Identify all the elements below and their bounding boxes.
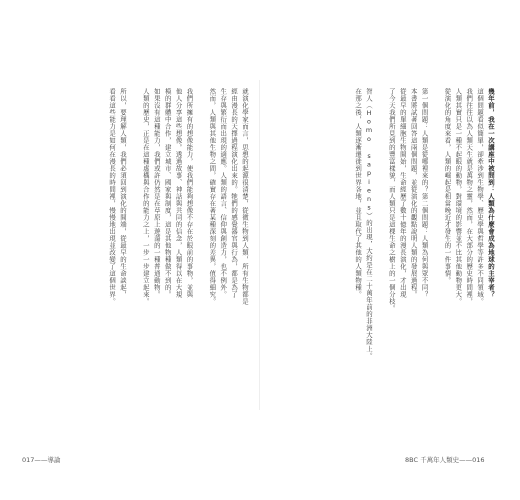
text-column: 第一個問題：人類是從哪裡來的？第二個問題：人類為何與眾不同？ — [420, 88, 429, 298]
text-column: 如果沒有這種能力，我們或許仍然是在草原上遊蕩的一種普通動物。 — [152, 88, 161, 298]
page-gutter — [259, 80, 260, 410]
text-column: 本書將試著回答這兩個問題，並從演化的觀點說明人類的發展過程。 — [409, 88, 418, 298]
text-column: 就演化學家而言，思想的起源很清楚，從微生物到人類，所有生物都是 — [241, 88, 249, 305]
text-column: 我們所擁有的想像能力，使我們能夠想像不存在於眼前的事物，並與 — [185, 88, 194, 298]
text-column: 了今天我們所見到的豐富樣貌，而人類只是這棵生命之樹上的一個分枝。 — [387, 88, 396, 312]
left-page — [30, 88, 250, 396]
text-column: 人類其實只是一種不起眼的動物，對環境的影響並不比其他動物更大。 — [454, 88, 463, 305]
text-column: 從最早的單細胞生物開始，生命經歷了數十億年的漫長演化，才出現 — [398, 88, 407, 298]
text-column: 在那之後，人類逐漸遷徙到世界各地，並且取代了其他的人類物種。 — [354, 88, 363, 298]
text-column: 人類的歷史，正是在這種虛構與合作的能力之上，一步一步建立起來。 — [141, 88, 150, 305]
page-folio-left: 017——導論 — [22, 456, 61, 464]
text-column: 這個問題看似簡單，卻牽涉到生物學、歷史學與哲學等許多不同領域。 — [476, 88, 485, 305]
text-column: 生存與繁衍而出現的適應。人類的語言、信仰與創造力，也不例外。 — [219, 88, 228, 298]
right-page — [270, 88, 496, 396]
text-column: 然而，人類與其他生物之間，確實存在著某種深刻的差異，值得細究。 — [208, 88, 217, 305]
text-column: 他人分享這些想像。透過故事、神話與共同的信念，人類得以在大規 — [174, 88, 183, 298]
text-column: 智人（Homo sapiens）的出現，大約是在二十萬年前的非洲大陸上。 — [364, 88, 373, 360]
text-column: 我們往往以為人類天生就是萬物之靈，然而，在大部分的歷史時間裡， — [465, 88, 474, 305]
text-column: 從演化的角度來看，人類的崛起是相當晚近才發生的一件事情。 — [443, 88, 452, 284]
page-folio-right: 8BC 千萬年人類史——016 — [405, 456, 485, 464]
text-column: 所以，要理解人類，我們必須回到演化的開端，從最早的生命談起， — [118, 88, 127, 298]
text-column: 經由漫長的天擇過程演化出來的。牠們的感覺器官與行為，都是為了 — [230, 88, 239, 298]
text-column: 模的群體中合作，建立城市、國家與制度，這是其他物種做不到的。 — [163, 88, 172, 298]
text-column: 看看這些能力是如何在漫長的時間裡，慢慢地出現並改變了這個世界。 — [108, 88, 117, 305]
text-column: 幾年前，我在一次講座中被問到：人類為什麼會成為地球的主宰者？ — [487, 88, 495, 298]
